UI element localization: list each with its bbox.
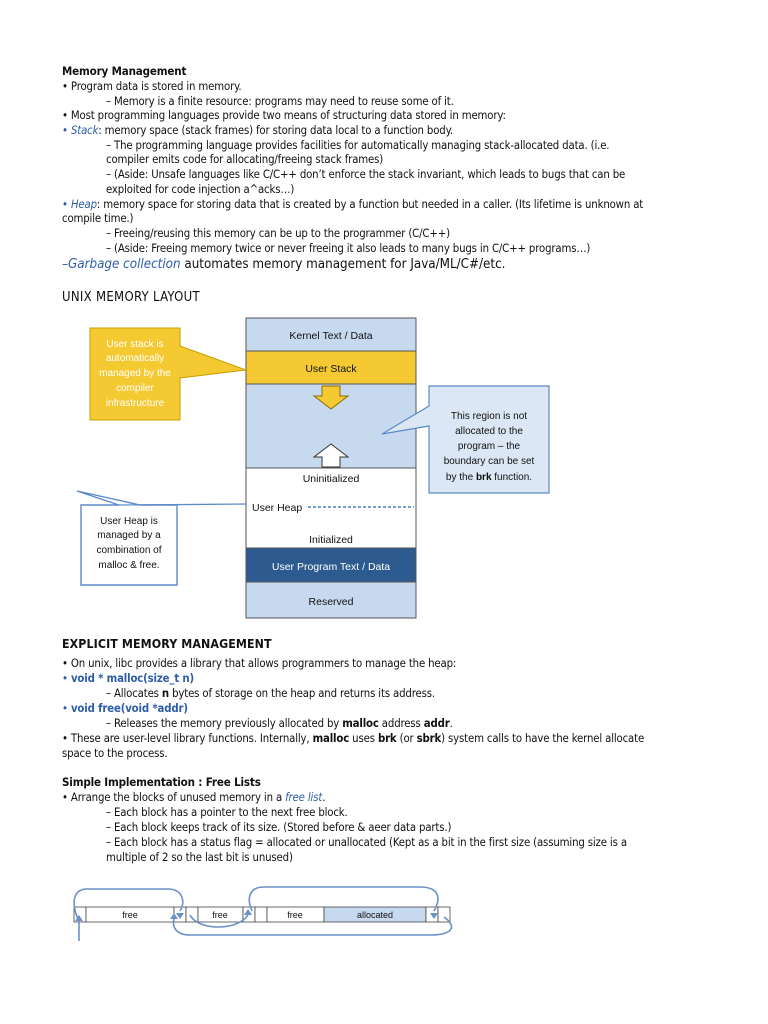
section-title-explicit-memory-management: EXPLICIT MEMORY MANAGEMENT bbox=[62, 637, 272, 651]
text-line: – (Aside: Freeing memory twice or never freeing it also leads to many bugs in C/C++ programs…) bbox=[106, 242, 591, 255]
callout-heap-line: managed by a bbox=[97, 530, 161, 541]
callout-stack-line: compiler bbox=[116, 383, 154, 394]
callout-stack-line: User stack is bbox=[106, 339, 164, 350]
callout-region-line: boundary can be set bbox=[443, 456, 535, 467]
section-title-memory-management: Memory Management bbox=[62, 64, 187, 78]
label-user-stack: User Stack bbox=[305, 363, 357, 375]
text-line: • These are user-level library functions. Internally, malloc uses brk (or sbrk) system calls to have the kernel allocate bbox=[62, 732, 645, 745]
section-title-free-lists: Simple Implementation : Free Lists bbox=[62, 775, 261, 789]
unix-memory-diagram bbox=[0, 308, 768, 638]
gc-text: automates memory management for Java/ML/C#/etc. bbox=[180, 257, 506, 272]
label-initialized: Initialized bbox=[309, 534, 353, 546]
bullet: • bbox=[62, 124, 71, 137]
term-garbage-collection: Garbage collection bbox=[67, 257, 181, 272]
text-line: • Arrange the blocks of unused memory in a free list. bbox=[62, 791, 326, 804]
callout-stack-line: automatically bbox=[105, 353, 165, 364]
callout-region-line: allocated to the bbox=[455, 426, 523, 437]
text-line: space to the process. bbox=[62, 747, 168, 760]
text-line-heap bbox=[62, 197, 643, 212]
text-line: – The programming language provides facilities for automatically managing stack-allocated data. (i.e. bbox=[106, 139, 610, 152]
text-line: multiple of 2 so the last bit is unused) bbox=[106, 851, 293, 864]
text-line: – Allocates n bytes of storage on the heap and returns its address. bbox=[106, 687, 435, 700]
text-line: – (Aside: Unsafe languages like C/C++ don’t enforce the stack invariant, which leads to bugs that can be bbox=[106, 168, 626, 181]
text-line: compile time.) bbox=[62, 212, 134, 225]
block-label: free bbox=[122, 910, 138, 920]
free-signature: void free(void *addr) bbox=[70, 702, 188, 715]
text-line: – Each block has a status flag = allocated or unallocated (Kept as a bit in the first size (assuming size is a bbox=[106, 836, 627, 849]
block-label: free bbox=[287, 910, 303, 920]
text-line: exploited for code injection a^acks…) bbox=[106, 183, 295, 196]
block-label: free bbox=[212, 910, 228, 920]
term-free-list: free list bbox=[285, 791, 323, 804]
label-program-text: User Program Text / Data bbox=[271, 561, 391, 573]
text-line: – Each block has a pointer to the next free block. bbox=[106, 806, 348, 819]
callout-region-line: program – the bbox=[457, 441, 521, 452]
text-line: compiler emits code for allocating/freeing stack frames) bbox=[106, 153, 384, 166]
dash: – bbox=[62, 257, 68, 272]
free-list-diagram bbox=[0, 875, 768, 955]
section-title-unix-memory-layout: UNIX MEMORY LAYOUT bbox=[62, 290, 200, 305]
label-user-heap: User Heap bbox=[252, 502, 303, 514]
label-kernel: Kernel Text / Data bbox=[289, 330, 373, 342]
callout-heap-line: User Heap is bbox=[100, 516, 158, 527]
label-uninitialized: Uninitialized bbox=[302, 473, 360, 485]
text-line: • Most programming languages provide two means of structuring data stored in memory: bbox=[62, 109, 506, 122]
stack-definition: : memory space (stack frames) for storing data local to a function body. bbox=[98, 124, 453, 137]
label-reserved: Reserved bbox=[308, 596, 354, 608]
callout-stack-line: managed by the bbox=[99, 368, 171, 379]
callout-region-line: This region is not bbox=[450, 411, 528, 422]
callout-stack-line: infrastructure bbox=[105, 398, 165, 409]
block-label: allocated bbox=[356, 910, 394, 920]
text-line-free: • void free(void *addr) bbox=[62, 702, 188, 715]
callout-heap-line: combination of bbox=[96, 545, 162, 556]
text-line: – Releases the memory previously allocated by malloc address addr. bbox=[106, 717, 453, 730]
text-line-garbage-collection bbox=[62, 257, 506, 272]
text-line: • On unix, libc provides a library that allows programmers to manage the heap: bbox=[62, 657, 457, 670]
term-stack: Stack bbox=[70, 124, 99, 137]
text-line-malloc: • void * malloc(size_t n) bbox=[62, 672, 194, 685]
term-heap: Heap bbox=[70, 198, 97, 211]
text-line: – Each block keeps track of its size. (Stored before & aeer data parts.) bbox=[106, 821, 452, 834]
text-line-stack bbox=[62, 123, 453, 138]
callout-heap-line: malloc & free. bbox=[98, 560, 160, 571]
text-line: – Freeing/reusing this memory can be up to the programmer (C/C++) bbox=[106, 227, 450, 240]
text-line: – Memory is a finite resource: programs may need to reuse some of it. bbox=[106, 95, 454, 108]
callout-region-line-last: by the brk function. bbox=[445, 472, 533, 483]
text-line: • Program data is stored in memory. bbox=[62, 80, 242, 93]
malloc-signature: void * malloc(size_t n) bbox=[70, 672, 194, 685]
bullet: • bbox=[62, 198, 71, 211]
heap-definition: : memory space for storing data that is created by a function but needed in a caller. (Its lifetime is unknown at bbox=[96, 198, 644, 211]
